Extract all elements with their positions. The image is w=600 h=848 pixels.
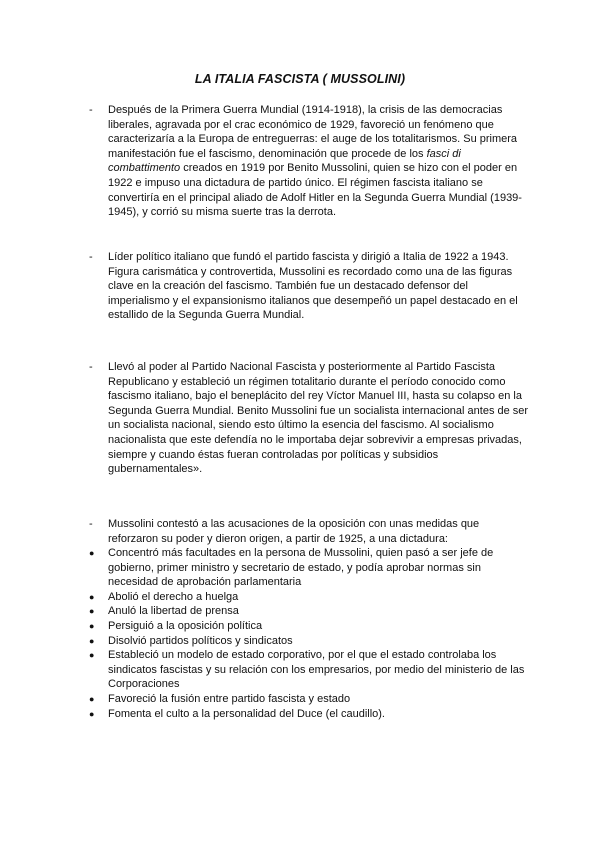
bullet-dot: ● xyxy=(89,591,95,602)
bullet-dot: ● xyxy=(89,620,95,631)
bullet-dot: ● xyxy=(89,548,95,558)
paragraph-regime xyxy=(89,360,529,477)
paragraph-text: Llevó al poder al Partido Nacional Fascista y posteriormente al Partido Fascista Republicano y estableció un régimen totalitario durante el período conocido como fascismo italiano, bajo el beneplácito del rey Víctor Manuel III, hasta su colapso en la Segunda Guerra Mundial. Benito Mussolini fue un socialista internacional antes de ser un socialista nacional, siendo esto último la esencia del fascismo. Al socialismo nacionalista que este defendía no le importaba dejar sobrevivir a empresas privadas, siempre y cuando éstas fueran controladas por políticas y subsidios gubernamentales». xyxy=(108,361,529,476)
dash-marker: - xyxy=(89,361,93,373)
list-item: ● Fomenta el culto a la personalidad del Duce (el caudillo). xyxy=(89,707,385,720)
dash-marker: - xyxy=(89,518,93,530)
list-item: ● Estableció un modelo de estado corporativo, por el que el estado controlaba los sindicatos fascistas y su relación con los empresarios, por medio del ministerio de las Corporaciones xyxy=(89,649,525,691)
page-title: LA ITALIA FASCISTA ( MUSSOLINI) xyxy=(194,72,406,86)
list-item: ● Disolvió partidos políticos y sindicatos xyxy=(89,634,293,647)
list-item: ● Persiguió a la oposición política xyxy=(89,619,263,632)
measures-list xyxy=(89,546,529,721)
list-item: ● Anuló la libertad de prensa xyxy=(89,605,239,618)
paragraph-intro xyxy=(89,103,529,220)
bullet-dot: ● xyxy=(89,708,95,719)
italic-term: fasci di combattimento xyxy=(108,147,461,175)
bullet-dot: ● xyxy=(89,635,95,646)
paragraph-leader xyxy=(89,250,529,323)
bullet-dot: ● xyxy=(89,650,95,661)
dash-marker: - xyxy=(89,104,93,116)
list-item: ● Abolió el derecho a huelga xyxy=(89,590,239,603)
paragraph-text: Líder político italiano que fundó el partido fascista y dirigió a Italia de 1922 a 1943. Figura carismática y controvertida, Mussolini es recordado como una de las figuras clave en la creación del fascismo. También fue un destacado defensor del imperialismo y el expansionismo italianos que desempeñó un papel destacado en el estallido de la Segunda Guerra Mundial. xyxy=(108,251,518,322)
dash-marker: - xyxy=(89,251,93,263)
bullet-dot: ● xyxy=(89,693,95,704)
paragraph-dictatorship xyxy=(89,517,529,546)
paragraph-text: Mussolini contestó a las acusaciones de la oposición con unas medidas que reforzaron su poder y dieron origen, a partir de 1925, a una dictadura: xyxy=(108,518,480,545)
list-item: ● Favoreció la fusión entre partido fascista y estado xyxy=(89,692,351,705)
list-item: ● Concentró más facultades en la persona de Mussolini, quien pasó a ser jefe de gobierno, primer ministro y secretario de estado, y podía aprobar normas sin necesidad de aprobación parlamentaria xyxy=(89,547,494,589)
paragraph-text: Después de la Primera Guerra Mundial (1914-1918), la crisis de las democracias liberales, agravada por el crac económico de 1929, favoreció un fenómeno que caracterizaría a la Europa de entreguerras: el auge de los totalitarismos. Su primera manifestación fue el fascismo, denominación que procede de los fasci di combattimento creados en 1919 por Benito Mussolini, quien se hizo con el poder en 1922 e impuso una dictadura de partido único. El régimen fascista italiano se convertiría en el principal aliado de Adolf Hitler en la Segunda Guerra Mundial (1939-1945), y corrió su misma suerte tras la derrota. xyxy=(108,104,522,219)
bullet-dot: ● xyxy=(89,606,95,617)
